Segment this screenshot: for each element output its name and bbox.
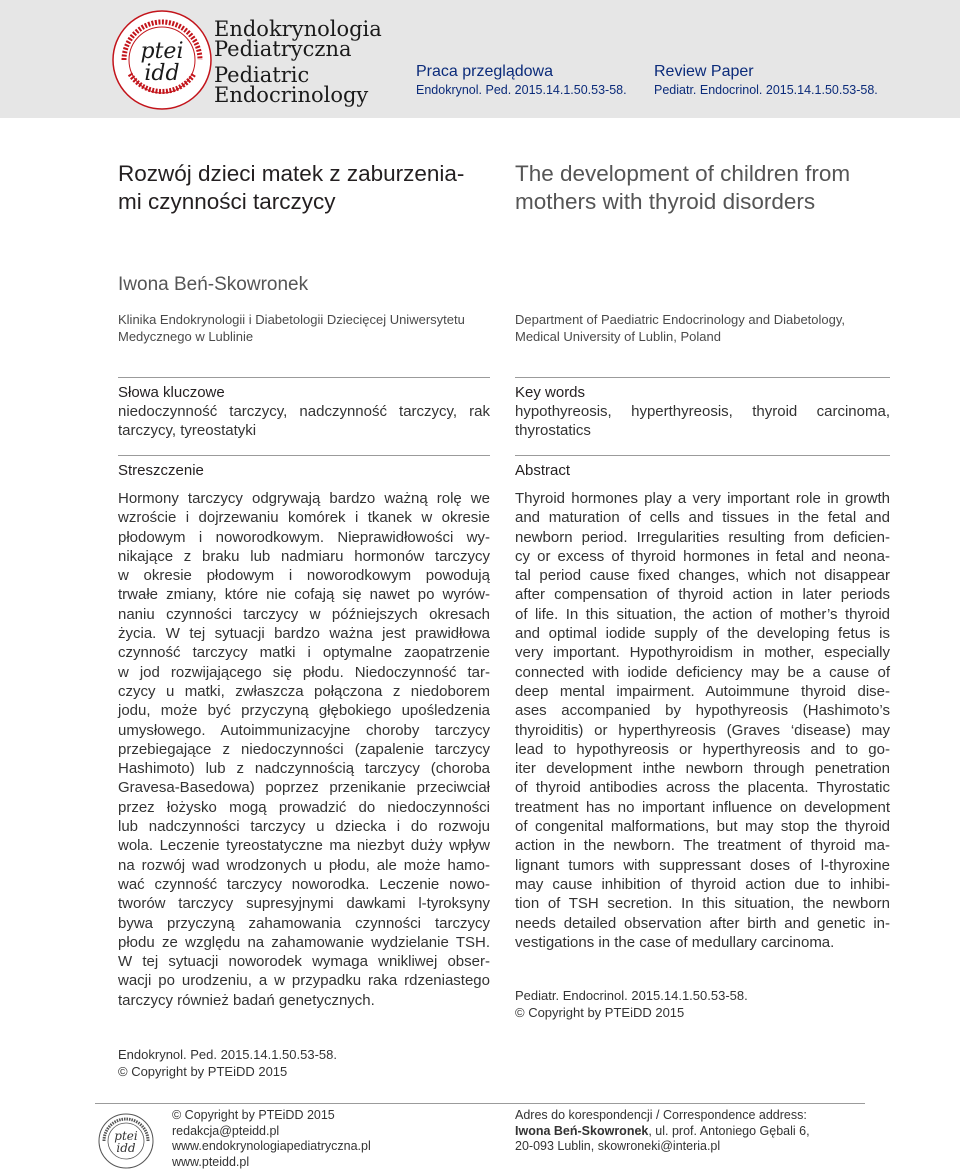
- journal-header: [0, 0, 960, 118]
- society-seal-logo: [110, 8, 214, 112]
- affiliation-line: Department of Paediatric Endocrinology and Diabetology,: [515, 312, 846, 327]
- footer-email-link[interactable]: redakcja@pteidd.pl: [172, 1123, 280, 1138]
- title-line: The development of children from: [515, 161, 851, 186]
- abstract-line: of life. In this situation, the action of mother’s thyroid: [515, 605, 890, 623]
- header-polish-info: [416, 62, 627, 98]
- affiliation-line: Klinika Endokrynologii i Diabetologii Dziecięcej Uniwersytetu: [118, 312, 465, 327]
- abstract-line: przebiegające z niedoczynności (zapalenie tarczycy: [118, 740, 490, 758]
- title-pl: [118, 160, 490, 216]
- abstract-line: Thyroid hormones play a very important role in growth: [515, 490, 890, 507]
- abstract-line: naniu czynności tarczycy w późniejszych okresach: [118, 605, 490, 623]
- abstract-line: tion of TSH secretion. In this situation, the newborn: [515, 895, 890, 913]
- abstract-line: jodu, może być przyczyną głębokiego upośledzenia: [118, 702, 490, 720]
- abstract-line: vestigations in the case of medullary carcinoma.: [515, 933, 835, 951]
- abstract-line: płodowym i noworodkowym. Nieprawidłowości wy-: [118, 528, 490, 546]
- abstract-line: w okresie płodowym i noworodkowym powodują: [118, 567, 490, 585]
- abstract-body-en: [515, 489, 890, 952]
- correspondence-address: [515, 1108, 810, 1155]
- footer-contacts: [172, 1108, 371, 1170]
- affiliation-line: Medical University of Lublin, Poland: [515, 329, 721, 344]
- abstract-line: Hashimoto) lub z nadczynnością tarczycy (choroba: [118, 760, 490, 778]
- abstract-line: after compensation of thyroid action in later periods: [515, 586, 890, 604]
- citation-block-en: [515, 987, 890, 1021]
- abstract-line: trwałe zmiany, które nie cofają się nawet po wyrów-: [118, 586, 490, 604]
- citation-copyright: © Copyright by PTEiDD 2015: [515, 1005, 685, 1020]
- abstract-line: cy or excess of thyroid hormones in fetal and neona-: [515, 547, 890, 565]
- abstract-line: action in the newborn. The treatment of thyroid ma-: [515, 837, 890, 855]
- divider: [118, 377, 490, 378]
- abstract-line: wzroście i dojrzewaniu komórek i tkanek w okresie: [118, 509, 490, 527]
- journal-brand: [214, 17, 382, 107]
- abstract-line: and maturation of cells and tissues in the fetal and: [515, 509, 890, 527]
- abstract-line: Hormony tarczycy odgrywają bardzo ważną rolę we: [118, 490, 490, 507]
- title-en: [515, 160, 935, 216]
- abstract-line: of thyroid antibodies across the placenta. Thyrostatic: [515, 779, 890, 797]
- keywords-text: hypothyreosis, hyperthyreosis, thyroid carcinoma, thyrostatics: [515, 403, 890, 439]
- abstract-line: nikające z braku lub nadmiaru hormonów tarczycy: [118, 547, 490, 565]
- correspondence-city: 20-093 Lublin, skowroneki@interia.pl: [515, 1139, 721, 1153]
- abstract-line: wola. Leczenie tyreostatyczne ma niezbyt duży wpływ: [118, 837, 490, 855]
- abstract-line: bywa przyczyną zahamowania czynności tarczycy: [118, 914, 490, 932]
- correspondence-street: , ul. prof. Antoniego Gębali 6,: [648, 1123, 810, 1138]
- abstract-line: tal period cause fixed changes, which not disappear: [515, 567, 890, 585]
- title-line: mi czynności tarczycy: [118, 189, 336, 214]
- abstract-line: wać czynność tarczycy noworodka. Leczenie nowo-: [118, 875, 490, 893]
- author-name: Iwona Beń-Skowronek: [118, 274, 309, 295]
- society-seal-logo-small: [96, 1112, 162, 1170]
- abstract-line: czynność tarczycy matki i optymalne zaopatrzenie: [118, 644, 490, 662]
- keywords-pl: [118, 383, 490, 440]
- citation-block-pl: [118, 1046, 490, 1080]
- abstract-line: and optimal iodide supply of the developing fetus is: [515, 625, 890, 643]
- abstract-line: życia. W tej sytuacji bardzo ważna jest prawidłowa: [118, 625, 490, 643]
- abstract-line: very important. Hypothyroidism in mother, especially: [515, 644, 890, 662]
- abstract-line: deep mental impairment. Autoimmune thyroid dise-: [515, 682, 890, 700]
- abstract-line: of congenital malformations, but may stop the thyroid: [515, 818, 890, 836]
- seal-text-top: ptei: [114, 1129, 138, 1143]
- abstract-line: tarczycy również badań genetycznych.: [118, 991, 375, 1009]
- correspondence-name: Iwona Beń-Skowronek: [515, 1123, 649, 1138]
- abstract-line: lignant tumors with suppressant doses of l-thyroxine: [515, 856, 890, 874]
- abstract-heading-pl: Streszczenie: [118, 462, 204, 479]
- header-english-info: [654, 62, 878, 98]
- affiliation-en: [515, 311, 890, 345]
- footer-website-link[interactable]: www.pteidd.pl: [172, 1154, 250, 1169]
- title-line: mothers with thyroid disorders: [515, 189, 816, 214]
- divider: [515, 455, 890, 456]
- keywords-heading: Słowa kluczowe: [118, 384, 225, 401]
- abstract-line: umysłowego. Autoimmunizacyjne choroby tarczycy: [118, 721, 490, 739]
- keywords-heading: Key words: [515, 384, 586, 401]
- citation-pl: Endokrynol. Ped. 2015.14.1.50.53-58.: [416, 83, 627, 97]
- footer-copyright: © Copyright by PTEiDD 2015: [172, 1108, 335, 1122]
- abstract-line: W tej sytuacji noworodek wymaga wnikliwej obser-: [118, 953, 490, 971]
- correspondence-label: Adres do korespondencji / Correspondence address:: [515, 1108, 807, 1122]
- brand-line: Endokrynologia: [214, 17, 382, 41]
- keywords-en: [515, 383, 890, 440]
- abstract-line: lead to hypothyreosis or hyperthyreosis and to go-: [515, 740, 890, 758]
- abstract-line: przez łożysko mogą prowadzić do niedoczynności: [118, 798, 490, 816]
- abstract-line: treatment has no important influence on development: [515, 798, 890, 816]
- citation-ref: Endokrynol. Ped. 2015.14.1.50.53-58.: [118, 1047, 337, 1062]
- article-type-en: Review Paper: [654, 63, 754, 80]
- affiliation-line: Medycznego w Lublinie: [118, 329, 254, 344]
- keywords-text: niedoczynność tarczycy, nadczynność tarczycy, rak tarczycy, tyreostatyki: [118, 403, 490, 439]
- seal-text-bottom: idd: [116, 1141, 136, 1155]
- divider: [515, 377, 890, 378]
- divider: [118, 455, 490, 456]
- footer-divider: [95, 1103, 865, 1104]
- abstract-line: czycy u matki, zwłaszcza połączona z niedoborem: [118, 682, 490, 700]
- abstract-line: may cause inhibition of thyroid action due to inhibi-: [515, 875, 890, 893]
- abstract-line: thyroiditis) or hyperthyreosis (Graves ‘disease) may: [515, 721, 890, 739]
- correspondence-line: [515, 1124, 810, 1140]
- abstract-body-pl: [118, 489, 490, 1010]
- abstract-line: connected with iodide deficiency may be a cause of: [515, 663, 890, 681]
- abstract-line: iter development inthe newborn through penetration: [515, 760, 890, 778]
- affiliation-pl: [118, 311, 498, 345]
- brand-line: Endocrinology: [214, 83, 369, 107]
- abstract-line: płodu ze względu na zahamowanie wydzielanie TSH.: [118, 933, 490, 951]
- citation-en: Pediatr. Endocrinol. 2015.14.1.50.53-58.: [654, 83, 878, 97]
- footer-website-link[interactable]: www.endokrynologiapediatryczna.pl: [172, 1139, 371, 1153]
- brand-line: Pediatryczna: [214, 37, 352, 61]
- seal-text-top: ptei: [140, 39, 184, 64]
- abstract-line: w jod rozwijającego się płodu. Niedoczynność tar-: [118, 663, 490, 681]
- citation-copyright: © Copyright by PTEiDD 2015: [118, 1064, 288, 1079]
- brand-line: Pediatric: [214, 63, 310, 87]
- citation-ref: Pediatr. Endocrinol. 2015.14.1.50.53-58.: [515, 988, 748, 1003]
- article-type-pl: Praca przeglądowa: [416, 63, 553, 80]
- abstract-line: lub nadczynności tarczycy u dziecka i do rozwoju: [118, 818, 490, 836]
- abstract-line: na rozwój wad wrodzonych u płodu, ale może hamo-: [118, 856, 490, 874]
- abstract-line: newborn period. Irregularities resulting from deficien-: [515, 528, 890, 546]
- abstract-line: ases accompanied by hypothyreosis (Hashimoto’s: [515, 702, 890, 720]
- abstract-line: Gravesa-Basedowa) poprzez przenikanie przeciwciał: [118, 779, 490, 797]
- title-line: Rozwój dzieci matek z zaburzenia-: [118, 161, 465, 186]
- abstract-line: needs detailed observation after birth and genetic in-: [515, 914, 890, 932]
- abstract-line: tworów tarczycy supresyjnymi dawkami l-tyroksyny: [118, 895, 490, 913]
- abstract-line: wacji po urodzeniu, a w przypadku raka rdzeniastego: [118, 972, 490, 990]
- seal-text-bottom: idd: [144, 61, 180, 86]
- abstract-heading-en: Abstract: [515, 462, 571, 479]
